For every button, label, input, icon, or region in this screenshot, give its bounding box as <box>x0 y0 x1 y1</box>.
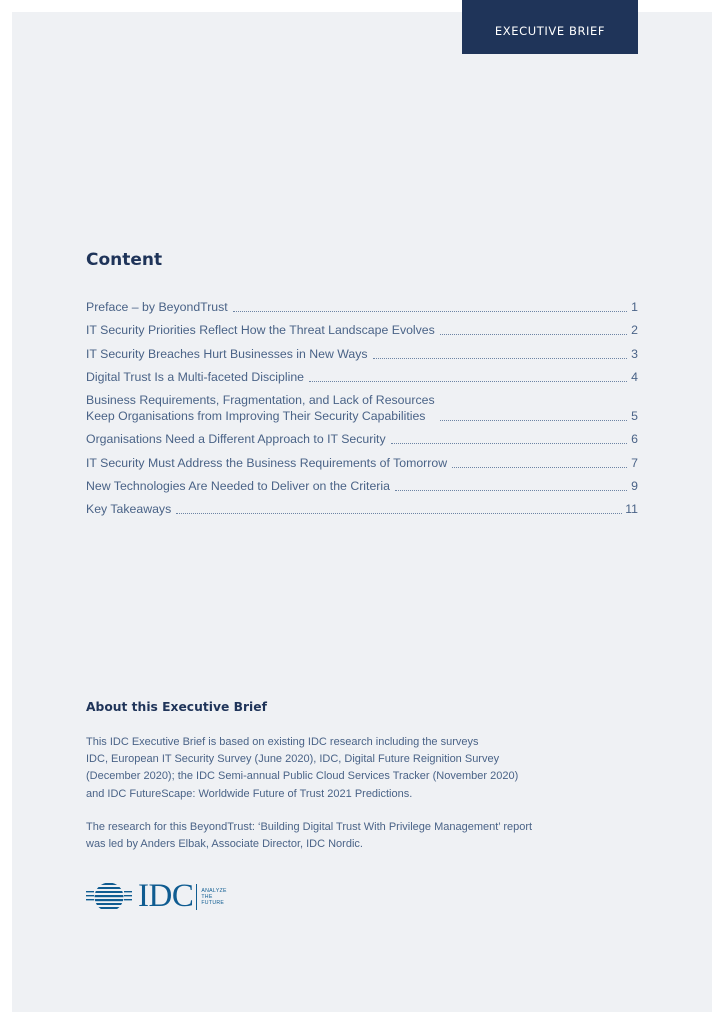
toc-page-number: 1 <box>631 300 638 314</box>
toc-entry[interactable] <box>86 369 638 385</box>
logo-divider <box>196 884 197 910</box>
toc-entry[interactable] <box>86 392 638 424</box>
tab-label: EXECUTIVE BRIEF <box>494 24 606 38</box>
about-paragraph-2: The research for this BeyondTrust: ‘Building Digital Trust With Privilege Management’ report was led by Anders Elbak, Associate Director, IDC Nordic. <box>86 821 533 851</box>
document-page <box>12 12 712 1012</box>
toc-dot-leader <box>440 334 627 335</box>
toc-entry[interactable] <box>86 299 638 315</box>
toc-page-number: 6 <box>631 432 638 447</box>
toc-page-number: 5 <box>631 409 638 424</box>
idc-logo-text: IDC <box>138 878 194 914</box>
toc-page-number: 7 <box>631 455 638 470</box>
toc-dot-leader <box>309 381 627 382</box>
toc-entry[interactable] <box>86 501 638 517</box>
idc-logo <box>86 878 227 915</box>
about-heading: About this Executive Brief <box>86 700 267 714</box>
toc-entry-title-line: Preface – by BeyondTrust <box>86 300 228 314</box>
toc-dot-leader <box>391 443 627 444</box>
logo-tagline-line: THE <box>201 893 213 900</box>
toc-entry-title <box>86 478 390 494</box>
toc-entry[interactable] <box>86 322 638 338</box>
toc-entry[interactable] <box>86 455 638 471</box>
table-of-contents <box>86 299 638 525</box>
toc-page-number: 4 <box>631 369 638 384</box>
toc-page-number: 11 <box>625 502 638 517</box>
toc-page-number: 2 <box>631 323 638 338</box>
logo-tagline <box>201 888 226 906</box>
toc-entry-title <box>86 501 171 517</box>
toc-title: Content <box>86 250 163 270</box>
toc-entry-title <box>86 299 228 315</box>
toc-dot-leader <box>440 420 627 421</box>
toc-entry-title-line: Organisations Need a Different Approach to IT Security <box>86 432 386 447</box>
toc-entry-title <box>86 346 368 362</box>
toc-entry-title <box>86 322 435 338</box>
toc-entry-title-line: IT Security Breaches Hurt Businesses in New Ways <box>86 346 368 361</box>
toc-entry-title-line: Business Requirements, Fragmentation, and Lack of Resources <box>86 393 435 408</box>
toc-entry[interactable] <box>86 346 638 362</box>
toc-entry-title-line: Digital Trust Is a Multi-faceted Discipline <box>86 369 305 384</box>
toc-entry-title-line: New Technologies Are Needed to Deliver on the Criteria <box>86 479 390 494</box>
toc-entry[interactable] <box>86 478 638 494</box>
toc-entry-title <box>86 455 447 471</box>
toc-entry-title <box>86 369 304 385</box>
toc-dot-leader <box>452 467 627 468</box>
toc-page-number: 3 <box>631 346 638 361</box>
toc-entry-title-line: IT Security Must Address the Business Requirements of Tomorrow <box>86 455 448 470</box>
logo-tagline-line: FUTURE <box>201 899 225 906</box>
toc-dot-leader <box>373 358 627 359</box>
toc-entry-title-line: Keep Organisations from Improving Their Security Capabilities <box>86 409 426 424</box>
toc-entry[interactable] <box>86 431 638 447</box>
globe-icon <box>86 882 132 912</box>
about-paragraph-1: This IDC Executive Brief is based on existing IDC research including the surveys IDC, European IT Security Survey (June 2020), IDC, Digital Future Reignition Survey (December 2020); the IDC Semi-annual Public Cloud Services Tracker (November 2020) and IDC FutureScape: Worldwide Future of Trust 2021 Predictions. <box>86 736 519 800</box>
toc-entry-title-line: Key Takeaways <box>86 502 172 517</box>
toc-entry-title-line: IT Security Priorities Reflect How the Threat Landscape Evolves <box>86 323 435 338</box>
toc-page-number: 9 <box>631 479 638 494</box>
toc-dot-leader <box>233 311 627 312</box>
toc-entry-title <box>86 392 435 424</box>
logo-tagline-line: ANALYZE <box>201 887 227 894</box>
executive-brief-tab <box>462 0 638 54</box>
toc-dot-leader <box>395 490 627 491</box>
toc-entry-title <box>86 431 386 447</box>
toc-dot-leader <box>176 513 622 514</box>
